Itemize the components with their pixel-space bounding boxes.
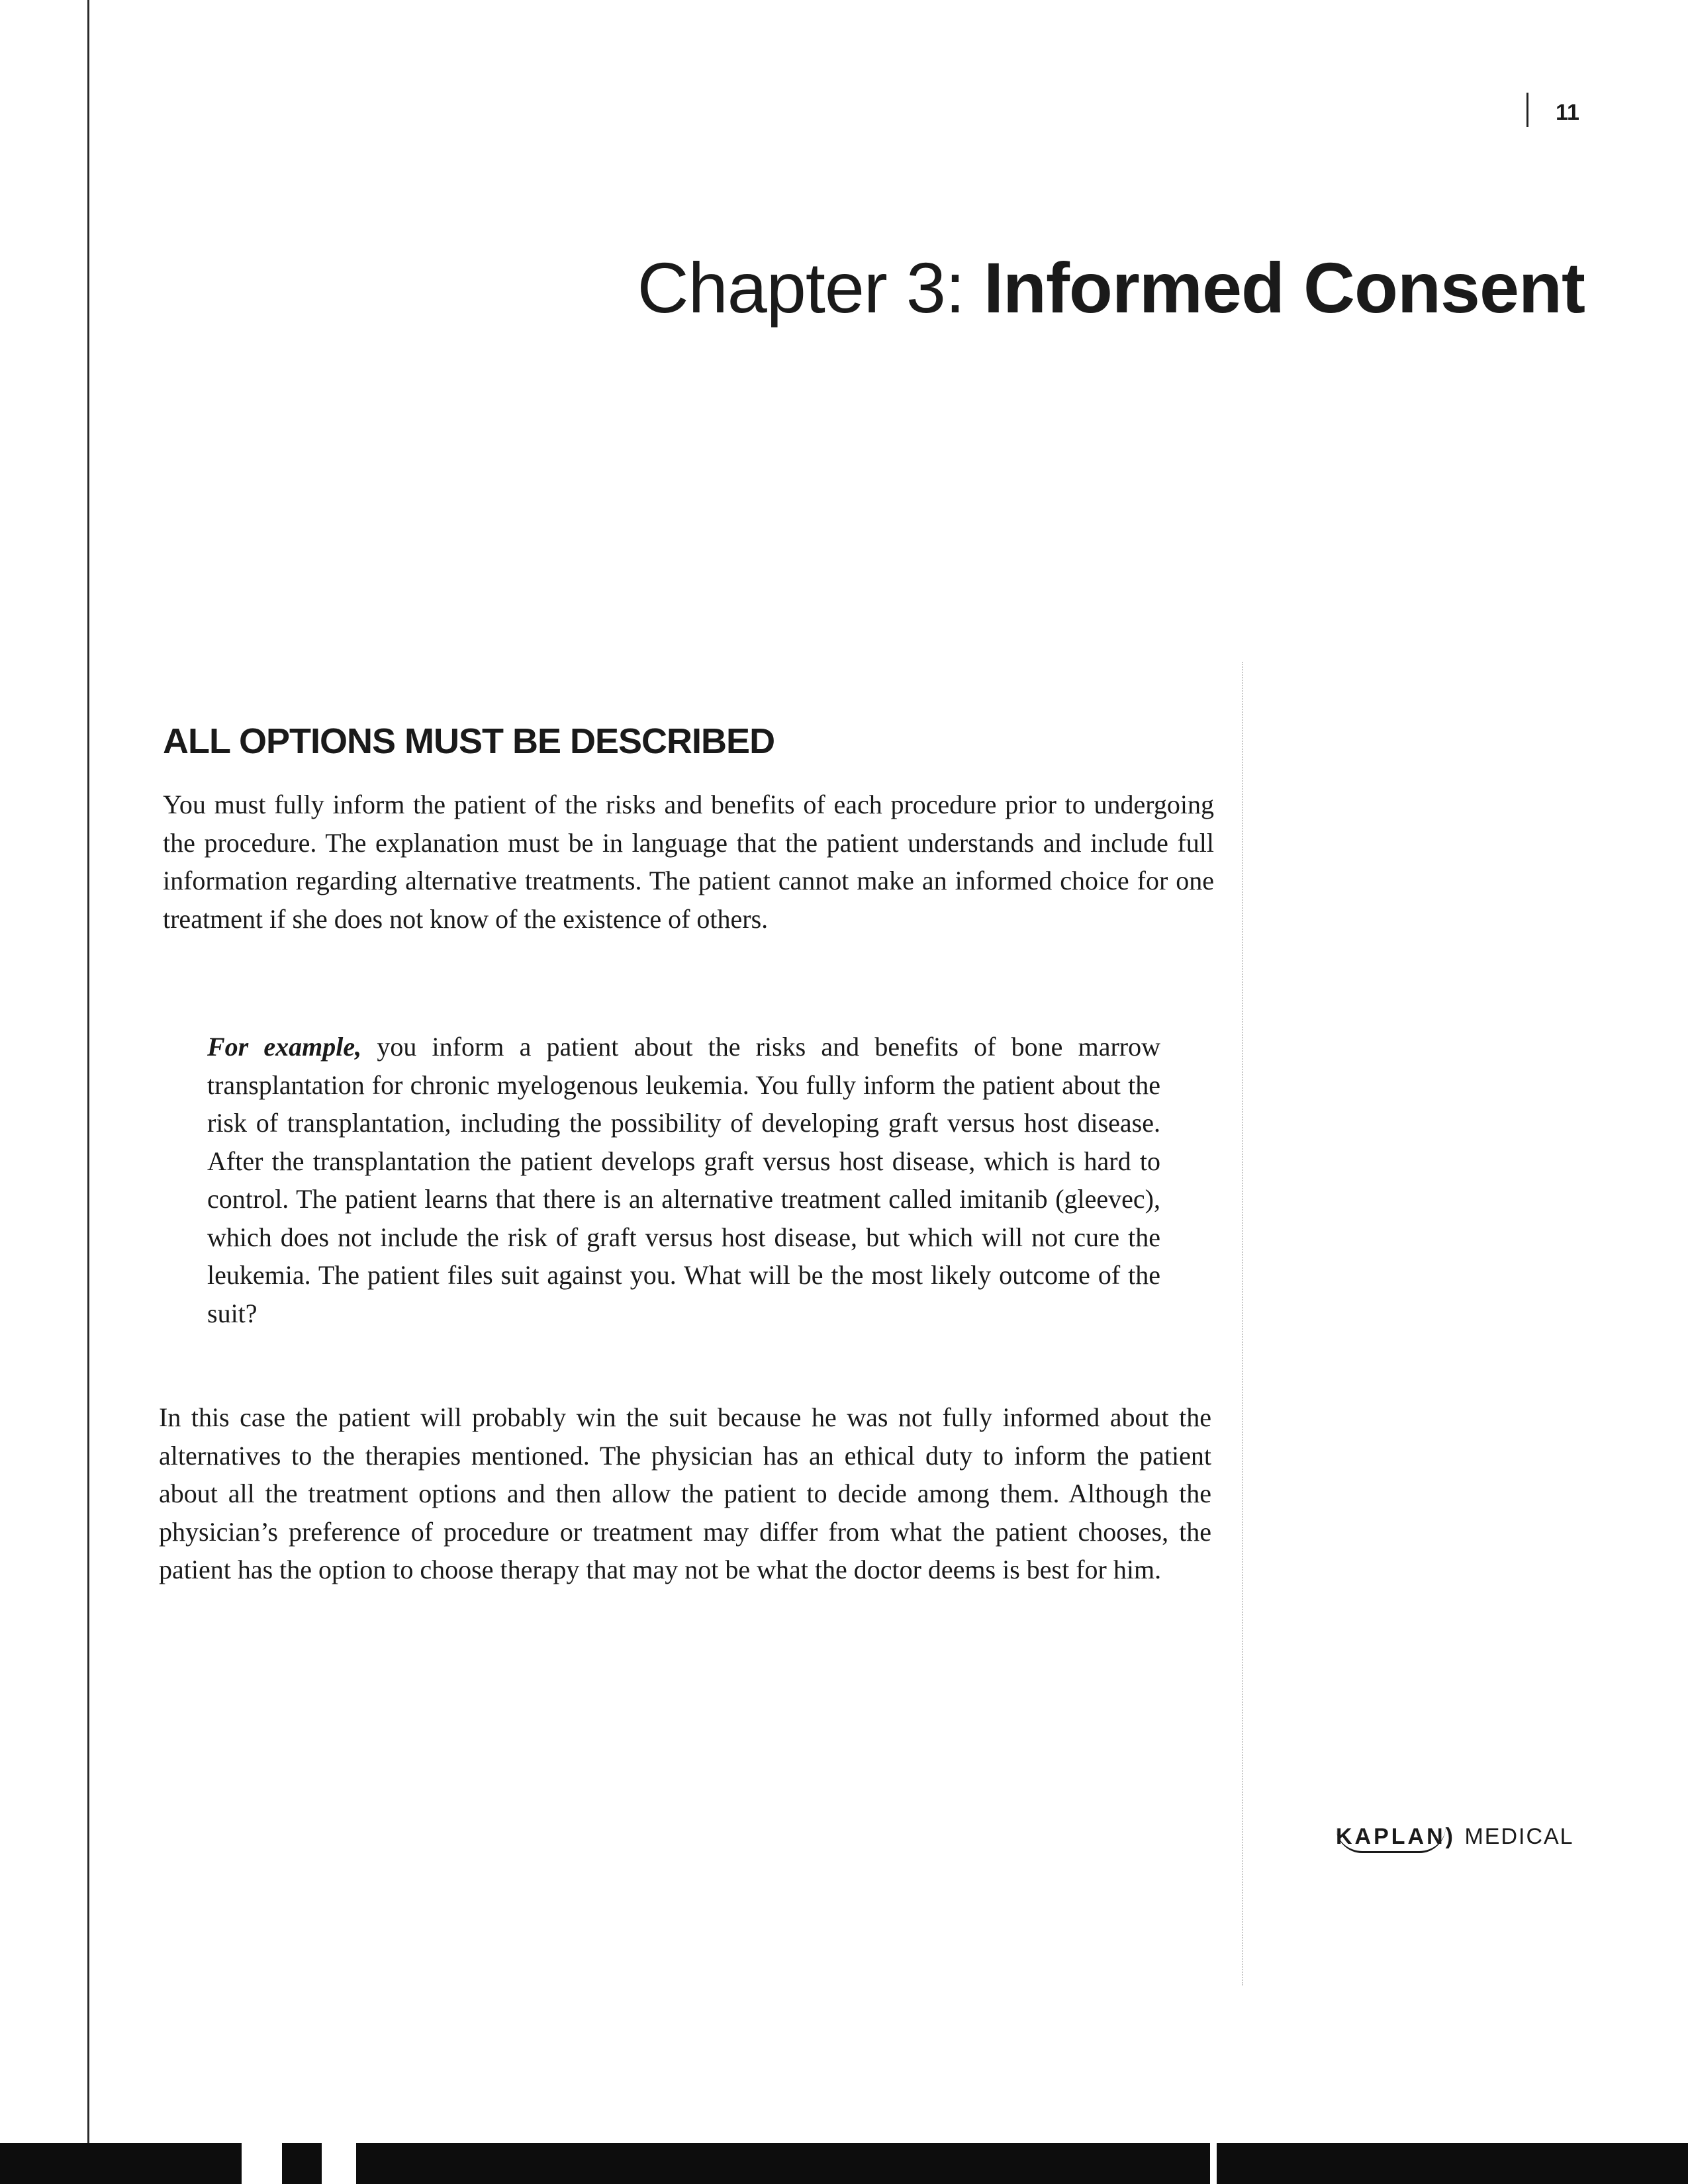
chapter-title [637, 245, 1585, 331]
example-text: you inform a patient about the risks and benefits of bone marrow transplantation for chronic myelogenous leukemia. You fully inform the patient about the risk of transplantation, including the possibility of developing graft versus host disease. After the transplantation the patient develops graft versus host disease, which is hard to control. The patient learns that there is an alternative treatment called imitanib (gleevec), which does not include the risk of graft versus host disease, but which will not cure the leukemia. The patient files suit against you. What will be the most likely outcome of the suit? [207, 1032, 1160, 1328]
scan-bottom-bar [0, 2143, 242, 2184]
page-number-rule [1526, 93, 1528, 127]
scan-dotted-artifact [1242, 662, 1244, 1985]
example-lead: For example, [207, 1032, 362, 1062]
scan-bottom-bar [356, 2143, 1210, 2184]
body-paragraph-2: In this case the patient will probably win the suit because he was not fully informed about the alternatives to the therapies mentioned. The physician has an ethical duty to inform the patient about all the treatment options and then allow the patient to decide among them. Although the physician’s preference of procedure or treatment may differ from what the patient chooses, the patient has the option to choose therapy that may not be what the doctor deems is best for him. [159, 1402, 1211, 1584]
section-heading: ALL OPTIONS MUST BE DESCRIBED [163, 721, 775, 761]
body-paragraph-1: You must fully inform the patient of the risks and benefits of each procedure prior to undergoing the procedure. The explanation must be in language that the patient understands and include full information regarding alternative treatments. The patient cannot make an informed choice for one treatment if she does not know of the existence of others. [163, 790, 1214, 934]
publisher-logo [1336, 1823, 1574, 1853]
chapter-title-text: Informed Consent [983, 248, 1585, 328]
scan-bottom-bar [282, 2143, 322, 2184]
page-number: 11 [1556, 100, 1579, 125]
logo-paren: ) [1445, 1824, 1453, 1849]
example-paragraph [207, 1028, 1160, 1332]
logo-subtitle: MEDICAL [1464, 1824, 1574, 1849]
scan-left-edge [87, 0, 89, 2184]
scan-bottom-bar [1217, 2143, 1688, 2184]
chapter-prefix: Chapter 3: [637, 248, 964, 328]
logo-brand: KAPLAN [1336, 1823, 1446, 1853]
